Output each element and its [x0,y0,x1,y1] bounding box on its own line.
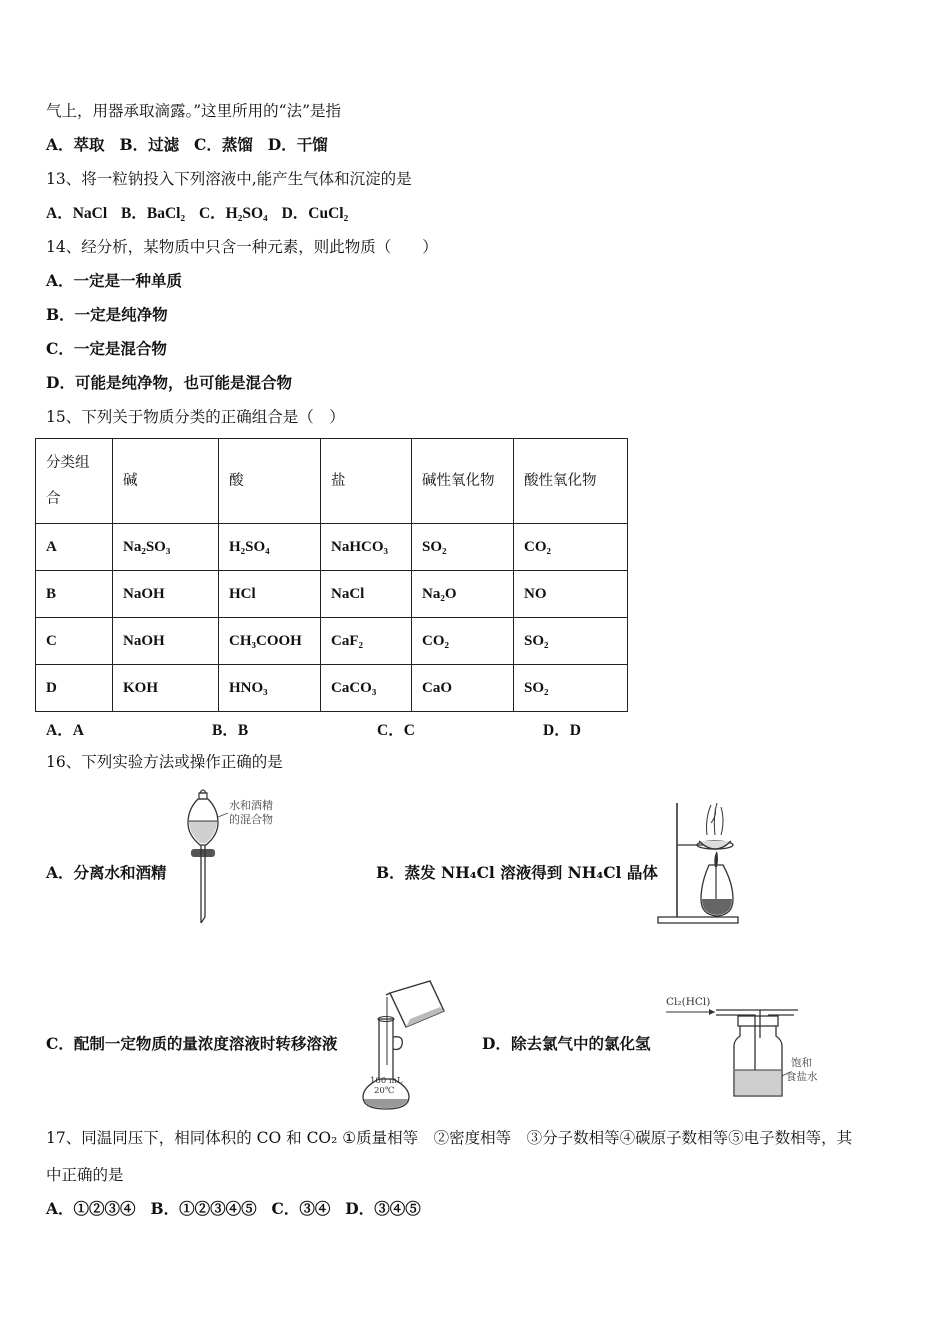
table-cell: NaOH [113,571,219,618]
table-cell: CaF₂ [321,618,412,665]
q12-option-b: B．过滤 [119,135,180,154]
q17-stem-line2: 中正确的是 [46,1166,124,1184]
table-cell: D [36,665,113,712]
table-cell: CaCO₃ [321,665,412,712]
q17-option-a: A．①②③④ [46,1199,136,1218]
table-cell: CH₃COOH [219,618,321,665]
q13-stem: 13、将一粒钠投入下列溶液中,能产生气体和沉淀的是 [46,170,412,188]
table-row [36,665,628,712]
funnel-label-line1: 水和酒精 [229,799,273,812]
q16-stem: 16、下列实验方法或操作正确的是 [46,753,283,771]
q13-option-c: C．H₂SO₄ [198,205,268,222]
volumetric-flask-figure [360,975,455,1115]
gas-washing-bottle-figure [660,988,840,1103]
q14-option-b: B．一定是纯净物 [46,305,168,324]
q17-option-d: D．③④⑤ [345,1199,421,1218]
q13-option-a: A．NaCl [46,205,108,222]
table-cell: SO₂ [412,524,514,571]
funnel-label-line2: 的混合物 [229,813,273,826]
q14-option-a: A．一定是一种单质 [46,271,183,290]
q15-option-c: C．C [377,722,415,739]
table-cell: CO₂ [514,524,628,571]
flask-volume-label: 100 mL [370,1076,403,1086]
table-cell: A [36,524,113,571]
table-cell: Na₂SO₃ [113,524,219,571]
q14-option-c: C．一定是混合物 [46,339,167,358]
q14-stem: 14、经分析，某物质中只含一种元素，则此物质（ ） [46,238,438,256]
q15-stem: 15、下列关于物质分类的正确组合是（ ） [46,408,345,426]
table-cell: HNO₃ [219,665,321,712]
bottle-label-line2: 食盐水 [786,1071,818,1083]
q12-options [46,135,328,155]
flask-temperature-label: 20℃ [374,1086,395,1096]
q16-option-c-label: C．配制一定物质的量浓度溶液时转移溶液 [46,1034,338,1053]
table-header-cell: 酸 [219,439,321,524]
table-cell: NO [514,571,628,618]
inlet-gas-label: Cl₂(HCl) [666,996,711,1008]
separatory-funnel-figure [180,783,300,933]
q15-option-a: A．A [46,722,84,739]
table-header-cell: 酸性氧化物 [514,439,628,524]
table-row [36,618,628,665]
q17-option-b: B．①②③④⑤ [150,1199,257,1218]
q15-option-d: D．D [543,722,581,739]
table-cell: NaHCO₃ [321,524,412,571]
q12-option-d: D．干馏 [267,135,328,154]
q16-option-d-label: D．除去氯气中的氯化氢 [482,1034,651,1053]
table-cell: KOH [113,665,219,712]
table-cell: CaO [412,665,514,712]
q13-option-b: B．BaCl₂ [121,205,186,222]
classification-table [35,438,628,712]
table-header-cell: 盐 [321,439,412,524]
q12-stem-tail: 气上，用器承取滴露。”这里所用的“法”是指 [46,102,342,120]
q14-option-d: D．可能是纯净物，也可能是混合物 [46,373,292,392]
q16-option-b-label: B．蒸发 NH₄Cl 溶液得到 NH₄Cl 晶体 [376,863,658,882]
table-cell: Na₂O [412,571,514,618]
q13-option-d: D．CuCl₂ [281,205,349,222]
table-header-cell: 分类组合 [36,439,113,524]
table-header-cell: 碱 [113,439,219,524]
table-cell: SO₂ [514,618,628,665]
table-cell: CO₂ [412,618,514,665]
q12-option-c: C．蒸馏 [194,135,253,154]
evaporation-apparatus-figure [655,795,755,930]
table-header-row [36,439,628,524]
table-cell: H₂SO₄ [219,524,321,571]
q12-option-a: A．萃取 [46,135,105,154]
table-cell: NaOH [113,618,219,665]
q17-option-c: C．③④ [271,1199,331,1218]
q17-stem-line1: 17、同温同压下，相同体积的 CO 和 CO₂ ①质量相等 ②密度相等 ③分子数相等④碳原子数相等⑤电子数相等，其 [46,1129,853,1147]
table-row [36,571,628,618]
bottle-label-line1: 饱和 [791,1057,812,1069]
q17-options [46,1199,421,1219]
table-cell: NaCl [321,571,412,618]
table-cell: HCl [219,571,321,618]
table-row [36,524,628,571]
table-cell: B [36,571,113,618]
table-cell: SO₂ [514,665,628,712]
q15-option-b: B．B [212,722,249,739]
q16-option-a-label: A．分离水和酒精 [46,863,167,882]
table-cell: C [36,618,113,665]
table-header-cell: 碱性氧化物 [412,439,514,524]
q13-options [46,204,348,224]
